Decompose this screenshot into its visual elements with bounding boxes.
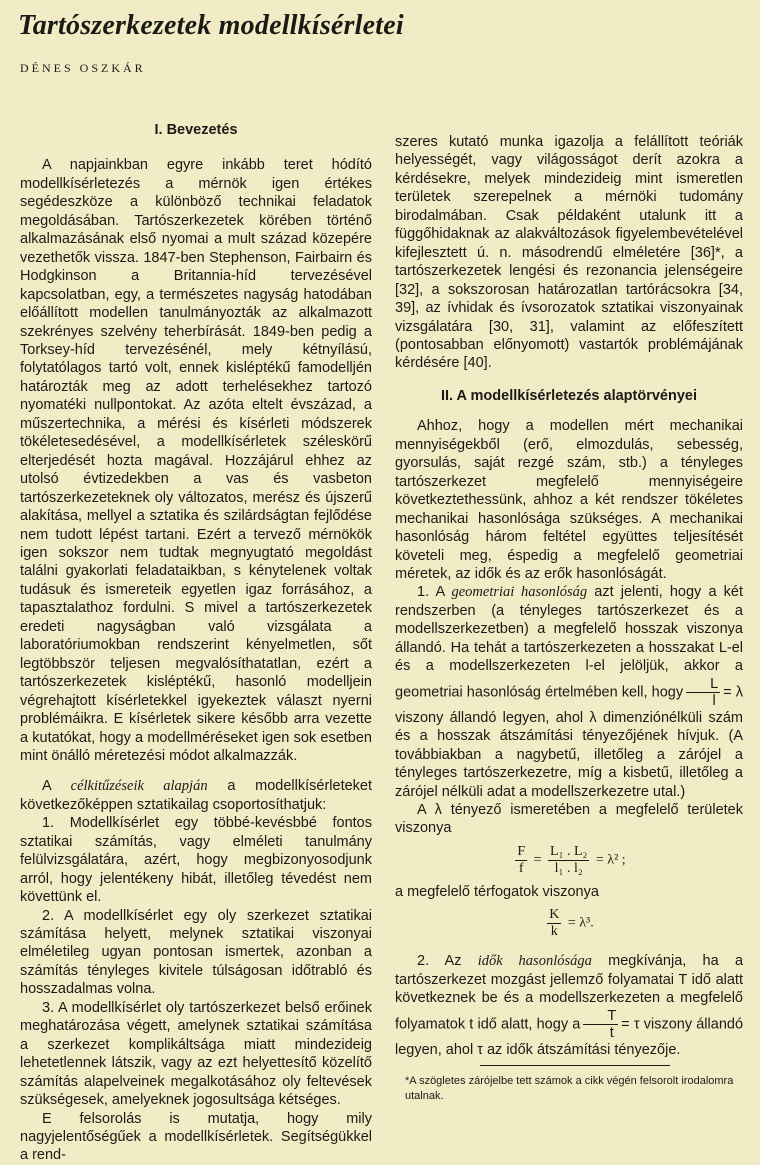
list-item: 3. A modellkísérlet oly tartószerkezet belső erőinek meghatározása végett, amelynek sztatikai számítása a szerkezet komplikáltsága miatt mindezideig lehetetlennek látszik, vagy az ezt helyettesítő közelítő számítás alapelveinek megalkotásához oly feltevések szükségesek, amelyeknek jogosultsága kétséges.: [20, 999, 372, 1109]
fraction-numerator: L₁ . L₂: [550, 843, 588, 859]
fraction-denominator: f: [518, 860, 524, 876]
footnote-rule: [480, 1065, 670, 1066]
paragraph: Ahhoz, hogy a modellen mért mechanikai mennyiségekből (erő, elmozdulás, sebesség, gyorsulás, saját rezgé szám, stb.) a tényleges tartószerkezet megfelelő mennyiségeire következtethessünk, ahhoz a két rendszer tökéletes mechanikai hasonlósága szükséges. A mechanikai hasonlóság három feltétel együttes teljesítését követeli meg, éspedig a megfelelő geometriai méretek, az idők és az erők hasonlóságát.: [395, 418, 743, 582]
paragraph: A λ tényező ismeretében a megfelelő területek viszonya: [395, 801, 743, 837]
fraction-denominator: k: [550, 924, 558, 940]
list-item: 2. A modellkísérlet egy oly szerkezet sztatikai számítása helyett, melynek sztatikai viszonyai elméletileg ugyan pontosan ismertek, azonban a számítás tényleges kivitele túlságosan időtrabló és hosszadalmas volna.: [20, 907, 372, 998]
text-run: 1. A: [417, 584, 452, 601]
fraction: [686, 676, 720, 709]
fraction: [547, 907, 561, 940]
formula-area: $\frac{F}{f}$ = $\frac{\text{L₁ . L₂}}{\text{l₁ . l₂}}$ = λ² ;: [517, 843, 626, 876]
paragraph: szeres kutató munka igazolja a felállított teóriák helyességét, vagy világosságot derít azokra a kérdésekre, melyek mindezideig mint ismeretlen területek szerepelnek a mérnöki tudomány birodalmában. Csak példaként utalunk itt a függőhidaknak az alakváltozások figyelembevételével kifejlesztett ú. n. másodrendű elméletére [36]*, a tartószerkezetek lengési és rezonancia jelenségeire [32], a sokszorosan határozatlan tartórácsokra [34, 39], az ívhidak és ívsorozatok sztatikai viszonyainak vizsgálatára [30, 31], valamint az előfeszített (pontosabban előnyomott) vastartók problémájának kérdésére [40].: [395, 134, 743, 372]
formula-text: = λ² ;: [595, 852, 626, 868]
formula-volume: [395, 907, 743, 940]
article-title: Tartószerkezetek modellkísérletei: [18, 10, 404, 41]
paragraph: A napjainkban egyre inkább teret hódító modellkísérletezés a mérnök igen értékes segédeszköze a különböző technikai feladatok megoldásában. Tartószerkezetek körében történő alkalmazásának első nyomai a mult század közepére vezethetők vissza. 1847-ben Stephenson, Fairbairn és Hodgkinson a Britannia-híd tervezésével kapcsolatban, egy, a természetes nagyság hatodában előállított modellen tanulmányozták az alkalmazott szekrényes szelvény teherbírását. 1849-ben pedig a Torksey-híd tervezésénél, mely kétnyílású, folytatólagos tartó volt, ennek kisléptékű famodelljén határozták meg az adott terhelésekhez tartozó nyomatéki nullpontokat. Az azóta eltelt évszázad, a műszertechnika, a mérési és kísérleti módszerek tökéletesedésével, a modellkísérletek széleskörű elterjedését hozta magával. Hozzájárul ehhez az utolsó évtizedekben a vas és vasbeton tartószerkezeteknek oly változatos, merész és újszerű alakítása, mellyel a sztatika és szilárdságtan fejlődése nem tudott lépést tartani. Ezért a tervező mérnökök igen sokszor nem tudtak megnyugtató megoldást találni gyakorlati feladataikban, s kénytelenek voltak tudásuk és ismereteik egyetlen igaz forrásához, a tapasztalathoz fordulni. S mivel a tartószerkezetek eredeti nagyságban való vizsgálata a laboratóriumokban rendszerint kényelmetlen, sőt legtöbbször teljesen megvalósíthatatlan, ezért a tartószerkezetek kisléptékű, hasonló modelljein végrehajtott kísérletekkel igyekeztek választ nyerni problémáikra. E kísérletek sikere később arra vezette a kutatókat, hogy a modellméréseket igen sok esetben mint önálló méretezési módot alkalmazzák.: [20, 157, 372, 764]
text-run: azt jelenti, hogy a két rendszerben (a tényleges tartószerkezet és a modellszerkezetben) a megfelelő hosszak viszonya állandó. Ha tehát a tartószerkezeten a hosszakat L-el és a modellszerkezeten l-el jelöljük, akkor a geometriai hasonlóság értelmében kell, hogy: [395, 584, 743, 701]
fraction: [515, 844, 527, 877]
formula-text: = λ: [723, 684, 743, 701]
emphasis: idők hasonlósága: [477, 953, 592, 970]
paragraph: [20, 777, 372, 814]
fraction: [583, 1008, 618, 1041]
text-run: 2. Az: [417, 953, 478, 970]
fraction: [548, 844, 589, 877]
emphasis: célkitűzéseik alapján: [70, 778, 208, 795]
paragraph: a megfelelő térfogatok viszonya: [395, 883, 599, 900]
fraction-numerator: T: [583, 1008, 618, 1025]
formula-text: = λ³.: [567, 916, 594, 932]
text-run: viszony állandó legyen, ahol τ az idők átszámítási tényezője.: [395, 1016, 744, 1058]
paragraph: E felsorolás is mutatja, hogy mily nagyjelentőségűek a modellkísérletek. Segítségükkel a rend-: [20, 1110, 372, 1164]
right-column: [395, 133, 743, 1059]
author-name: DÉNES OSZKÁR: [20, 61, 146, 75]
fraction-numerator: L: [686, 676, 720, 693]
fraction-denominator: l₁ . l₂: [554, 860, 583, 876]
fraction-denominator: t: [609, 1024, 614, 1041]
emphasis: geometriai hasonlóság: [451, 584, 588, 601]
left-column: [20, 121, 372, 1165]
list-item: 1. Modellkísérlet egy többé-kevésbbé fontos sztatikai számítás, vagy elméleti tanulmány felülvizsgálatára, azért, hogy megbizonyosodjunk arról, hogy jelentékeny hibát, illetőleg tévedést nem követtünk el.: [20, 815, 372, 906]
fraction-numerator: F: [517, 843, 526, 859]
paragraph: [395, 952, 743, 1059]
text-run: viszony állandó legyen, ahol λ dimenziónélküli szám és a hosszak átszámítási tényezőjének hívjuk. (A továbbiakban a nagybetű, illetőleg a zárójel a tényleges tartószerkezetre, míg a kisbetű, illetőleg a zárójel nélküli adat a modellszerkezetre utal.): [395, 709, 743, 800]
section-heading-2: II. A modellkísérletezés alaptörvényei: [440, 387, 697, 404]
footnote: *A szögletes zárójelbe tett számok a cikk végén felsorolt irodalomra utalnak.: [405, 1075, 734, 1102]
fraction-numerator: K: [549, 907, 560, 923]
text-run: megkívánja, ha a tartószerkezet mozgást jellemző folyamatai T idő alatt következnek be és a modellszerkezeten a megfelelő folyamatok t idő alatt, hogy a: [395, 953, 744, 1032]
fraction-denominator: l: [712, 692, 716, 709]
text-run: a modellkísérleteket következőképpen sztatikailag csoportosíthatjuk:: [20, 778, 373, 813]
text-run: A: [42, 778, 71, 795]
paragraph: [395, 583, 743, 801]
section-heading-1: I. Bevezetés: [154, 122, 238, 138]
formula-text: = τ: [621, 1016, 640, 1032]
